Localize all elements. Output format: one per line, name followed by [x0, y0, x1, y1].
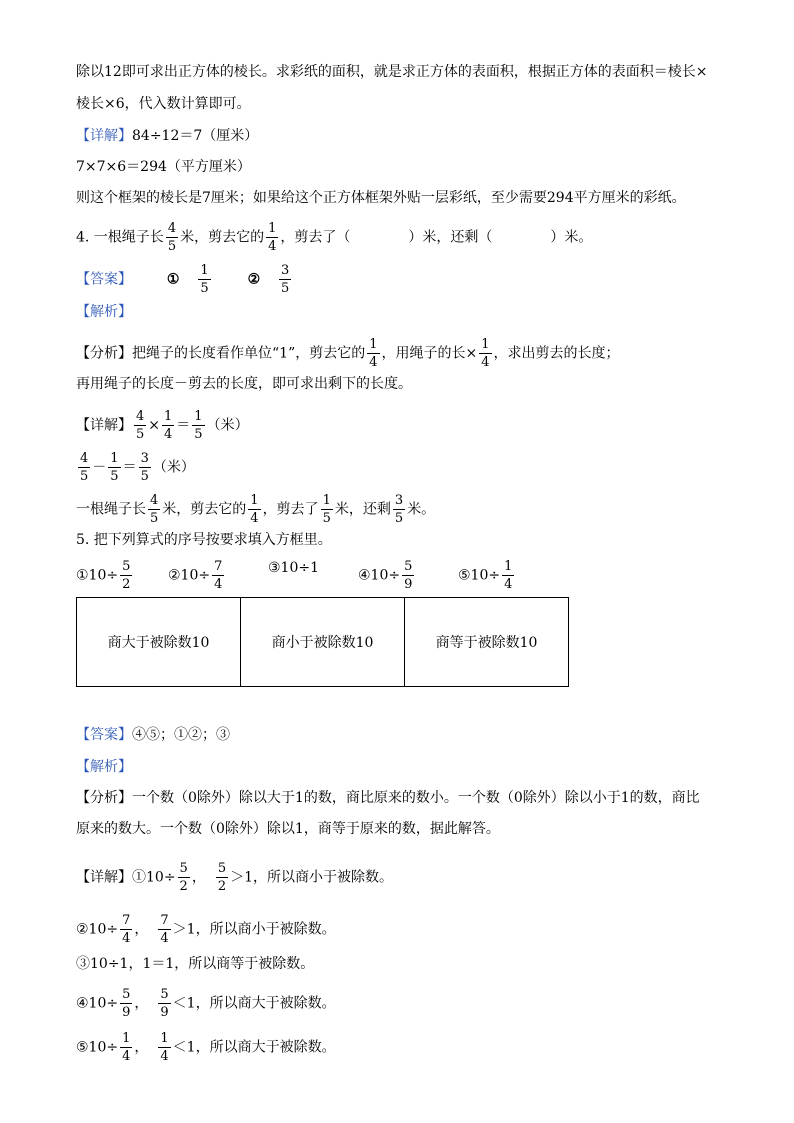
fraction: $\frac{4}{5}$	[150, 493, 159, 526]
detail-line: 【详解】①10÷ $\frac{5}{2}$ ， $\frac{5}{2}$ ＞1，所以商小于被除数。	[76, 861, 394, 894]
fraction: $\frac{4}{5}$	[167, 221, 177, 254]
analysis-line	[76, 336, 620, 371]
option-3: ③10÷1	[268, 560, 320, 576]
detail-text: 84÷12＝7（厘米）	[132, 128, 259, 144]
answer-line	[76, 262, 293, 297]
q4-text: ）米，还剩（	[408, 229, 493, 246]
fraction: $\frac{4}{5}$	[136, 409, 145, 442]
answer-mark: ②	[247, 271, 261, 288]
detail-line	[76, 492, 435, 527]
fraction: $\frac{1}{5}$	[322, 493, 331, 526]
option-1: ①10÷ $\frac{5}{2}$	[76, 559, 131, 592]
analysis-text: 把绳子的长度看作单位“1”，剪去它的	[132, 345, 366, 362]
analysis-text: ，求出剪去的长度；	[493, 345, 620, 362]
fraction: $\frac{1}{4}$	[268, 221, 277, 254]
option-4: ④10÷ $\frac{5}{9}$	[358, 559, 413, 592]
option-5: ⑤10÷ $\frac{1}{4}$	[458, 559, 513, 592]
detail-text: ，剪去了	[262, 501, 319, 518]
fraction: $\frac{1}{4}$	[369, 337, 378, 370]
fraction: $\frac{1}{4}$	[164, 409, 173, 442]
answer-tag: 【答案】	[76, 271, 132, 288]
answer-text: ④⑤；①②；③	[132, 727, 230, 743]
fraction: $\frac{7}{4}$	[160, 913, 169, 946]
q4-text: 4. 一根绳子长	[76, 229, 164, 246]
analysis-line: 再用绳子的长度－剪去的长度，即可求出剩下的长度。	[76, 376, 412, 392]
detail-line	[76, 408, 249, 443]
operator: ＝	[122, 459, 137, 476]
fraction: $\frac{1}{4}$	[122, 1031, 131, 1064]
answer-box-table	[76, 597, 569, 687]
unit: （米）	[152, 459, 195, 476]
q4-text: 米，剪去它的	[180, 229, 265, 246]
fraction: $\frac{4}{5}$	[80, 451, 89, 484]
detail-tag: 【详解】	[76, 417, 132, 434]
fraction: $\frac{3}{5}$	[394, 493, 404, 526]
fraction: $\frac{3}{5}$	[281, 263, 290, 296]
analysis-text: 一个数（0除外）除以大于1的数，商比原来的数小。一个数（0除外）除以小于1的数，商比	[132, 790, 700, 806]
text-line: 除以12即可求出正方体的棱长。求彩纸的面积，就是求正方体的表面积，根据正方体的表面积＝棱长×	[76, 64, 708, 80]
fraction: $\frac{1}{5}$	[110, 451, 119, 484]
question-5: 5. 把下列算式的序号按要求填入方框里。	[76, 532, 332, 548]
analysis-tag: 【解析】	[76, 759, 132, 775]
fraction: $\frac{1}{4}$	[481, 337, 490, 370]
detail-text: 米，还剩	[334, 501, 391, 518]
analysis-tag: 【解析】	[76, 304, 132, 320]
detail-text: 米，剪去它的	[162, 501, 247, 518]
fraction: $\frac{1}{5}$	[194, 409, 203, 442]
answer-box: 商大于被除数10	[77, 598, 241, 687]
analysis-line	[76, 788, 700, 808]
question-4	[76, 220, 592, 255]
analysis-tag: 【分析】	[76, 345, 132, 362]
q4-text: ）米。	[550, 229, 593, 246]
text-line: 棱长×6，代入数计算即可。	[76, 96, 251, 112]
answer-box: 商等于被除数10	[405, 598, 569, 687]
answer-box: 商小于被除数10	[241, 598, 405, 687]
analysis-tag: 【分析】	[76, 790, 132, 806]
fraction: $\frac{7}{4}$	[122, 913, 131, 946]
fraction: $\frac{5}{9}$	[122, 987, 131, 1020]
detail-line: ④10÷ $\frac{5}{9}$ ， $\frac{5}{9}$ ＜1，所以商大于被除数。	[76, 987, 336, 1020]
fraction: $\frac{1}{4}$	[160, 1031, 169, 1064]
detail-line: ③10÷1，1＝1，所以商等于被除数。	[76, 956, 315, 972]
operator: ×	[148, 417, 161, 434]
detail-text: 米。	[407, 501, 436, 518]
analysis-text: ，用绳子的长×	[381, 345, 478, 362]
fraction: $\frac{3}{5}$	[140, 451, 149, 484]
q4-text: ，剪去了（	[280, 229, 351, 246]
detail-tag: 【详解】	[76, 869, 132, 886]
answer-tag: 【答案】	[76, 727, 132, 743]
detail-line	[76, 450, 195, 485]
detail-line: 7×7×6＝294（平方厘米）	[76, 159, 251, 175]
answer-line	[76, 725, 230, 745]
fraction: $\frac{1}{4}$	[250, 493, 259, 526]
detail-line: ②10÷ $\frac{7}{4}$ ， $\frac{7}{4}$ ＞1，所以商小于被除数。	[76, 913, 336, 946]
operator: ＝	[176, 417, 191, 434]
fraction: $\frac{1}{5}$	[200, 263, 209, 296]
detail-tag: 【详解】	[76, 128, 132, 144]
conclusion-line: 则这个框架的棱长是7厘米；如果给这个正方体框架外贴一层彩纸，至少需要294平方厘米的彩纸。	[76, 190, 686, 206]
detail-text: 一根绳子长	[76, 501, 146, 518]
fraction: $\frac{5}{2}$	[179, 861, 188, 894]
detail-line: ⑤10÷ $\frac{1}{4}$ ， $\frac{1}{4}$ ＜1，所以商大于被除数。	[76, 1031, 336, 1064]
operator: －	[92, 459, 107, 476]
analysis-line: 原来的数大。一个数（0除外）除以1，商等于原来的数，据此解答。	[76, 821, 500, 837]
fraction: $\frac{5}{9}$	[160, 987, 169, 1020]
answer-mark: ①	[166, 271, 180, 288]
detail-line	[76, 126, 258, 146]
unit: （米）	[206, 417, 249, 434]
fraction: $\frac{5}{2}$	[217, 861, 227, 894]
option-2: ②10÷ $\frac{7}{4}$	[168, 559, 223, 592]
